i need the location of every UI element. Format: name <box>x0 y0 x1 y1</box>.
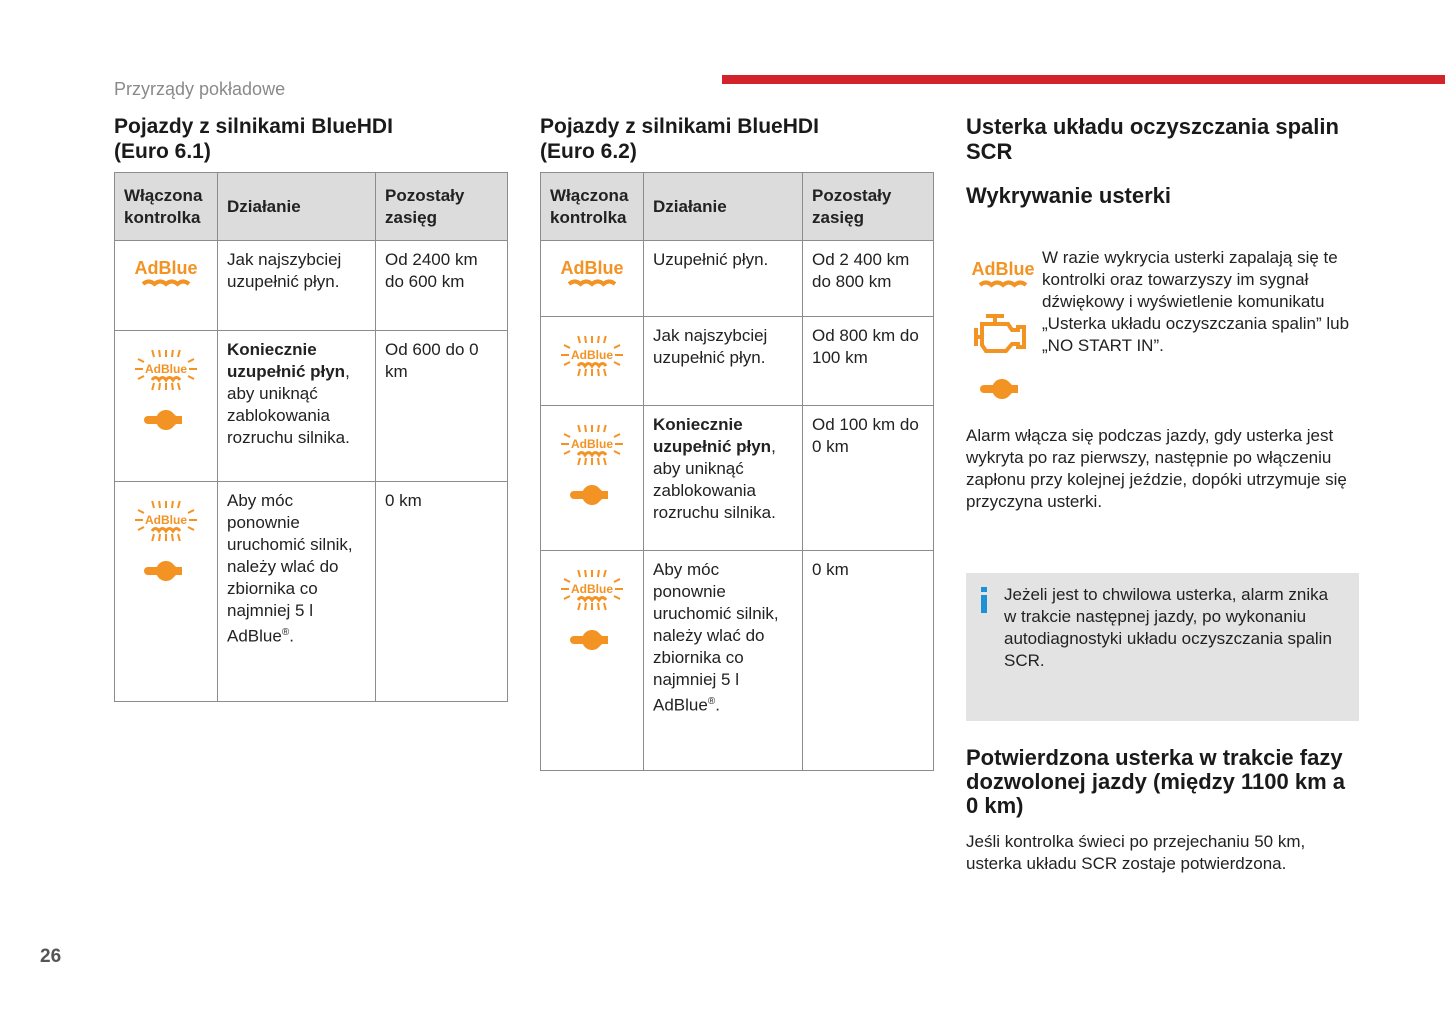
header-range: Pozostały zasięg <box>803 173 934 241</box>
adblue-flashing-icon <box>115 347 217 399</box>
detection-subtitle: Wykrywanie usterki <box>966 183 1172 208</box>
detection-text: W razie wykrycia usterki zapalają się te kontrolki oraz towarzyszy im sygnał dźwiękowy i wyświetlenie komunikatu „Usterka układu oczyszczania spalin” lub „NO START IN”. <box>1042 248 1350 355</box>
range-cell: Od 2 400 km do 800 km <box>803 241 934 317</box>
section-title: Przyrządy pokładowe <box>114 79 286 99</box>
table2-title: Pojazdy z silnikami BlueHDI (Euro 6.2) <box>540 115 819 163</box>
info-note <box>966 573 1359 721</box>
action-end: . <box>289 626 294 646</box>
svg-text:AdBlue: AdBlue <box>972 259 1034 279</box>
action-cell <box>218 482 376 702</box>
adblue-icon <box>972 258 1034 297</box>
range-cell: Od 100 km do 0 km <box>803 406 934 551</box>
action-cell: Uzupełnić płyn. <box>644 241 803 317</box>
header-indicator: Włączona kontrolka <box>541 173 644 241</box>
table-row <box>541 241 934 317</box>
table-row <box>115 331 508 482</box>
table-row <box>115 241 508 331</box>
svg-text:AdBlue: AdBlue <box>571 437 613 451</box>
adblue-flashing-icon <box>541 567 643 619</box>
svg-text:AdBlue: AdBlue <box>135 258 197 278</box>
scr-fault-title: Usterka układu oczyszczania spalin SCR <box>966 114 1339 164</box>
action-text: , aby uniknąć zablokowania rozruchu silnika. <box>653 437 776 522</box>
svg-text:AdBlue: AdBlue <box>561 258 623 278</box>
table-row <box>541 551 934 771</box>
table1-title: Pojazdy z silnikami BlueHDI (Euro 6.1) <box>114 115 393 163</box>
table-euro62 <box>540 172 934 771</box>
range-cell: Od 600 do 0 km <box>376 331 508 482</box>
wrench-icon <box>541 629 643 657</box>
header-indicator: Włączona kontrolka <box>115 173 218 241</box>
action-text: Aby móc ponownie uruchomić silnik, należy wlać do zbiornika co najmniej 5 l AdBlue <box>227 491 353 646</box>
header-range: Pozostały zasięg <box>376 173 508 241</box>
action-cell <box>644 406 803 551</box>
table-row <box>541 406 934 551</box>
range-cell: Od 800 km do 100 km <box>803 317 934 406</box>
note-text: Jeżeli jest to chwilowa usterka, alarm znika w trakcie następnej jazdy, po wykonaniu autodiagnostyki układu oczyszczania spalin SCR. <box>1004 585 1332 670</box>
wrench-icon <box>115 560 217 588</box>
confirmed-text: Jeśli kontrolka świeci po przejechaniu 50 km, usterka układu SCR zostaje potwierdzona. <box>966 832 1306 873</box>
range-cell: 0 km <box>376 482 508 702</box>
info-icon <box>979 587 989 613</box>
wrench-icon <box>115 409 217 437</box>
alarm-text: Alarm włącza się podczas jazdy, gdy usterka jest wykryta po raz pierwszy, następnie po włączeniu zapłonu przy kolejnej jeździe, dopóki utrzymuje się przyczyna usterki. <box>966 426 1347 511</box>
adblue-icon <box>541 257 643 297</box>
action-cell: Jak najszybciej uzupełnić płyn. <box>218 241 376 331</box>
wrench-icon <box>978 378 1026 405</box>
table-euro61 <box>114 172 508 702</box>
action-bold: Koniecznie uzupełnić płyn <box>653 415 772 456</box>
table-row <box>115 482 508 702</box>
adblue-icon <box>115 257 217 297</box>
svg-text:AdBlue: AdBlue <box>571 582 613 596</box>
adblue-flashing-icon <box>115 498 217 550</box>
engine-icon <box>972 312 1032 361</box>
range-cell: Od 2400 km do 600 km <box>376 241 508 331</box>
registered-mark: ® <box>707 696 716 707</box>
action-text: Aby móc ponownie uruchomić silnik, należy wlać do zbiornika co najmniej 5 l AdBlue <box>653 560 779 715</box>
action-cell: Jak najszybciej uzupełnić płyn. <box>644 317 803 406</box>
action-cell <box>218 331 376 482</box>
confirmed-fault-title: Potwierdzona usterka w trakcie fazy dozwolonej jazdy (między 1100 km a 0 km) <box>966 745 1346 818</box>
action-end: . <box>715 695 720 715</box>
registered-mark: ® <box>281 627 290 638</box>
svg-text:AdBlue: AdBlue <box>571 348 613 362</box>
action-cell <box>644 551 803 771</box>
wrench-icon <box>541 484 643 512</box>
svg-text:AdBlue: AdBlue <box>145 362 187 376</box>
page-number: 26 <box>40 946 62 967</box>
section-bar <box>722 75 1445 84</box>
range-cell: 0 km <box>803 551 934 771</box>
svg-text:AdBlue: AdBlue <box>145 513 187 527</box>
action-bold: Koniecznie uzupełnić płyn <box>227 340 346 381</box>
table-row <box>541 317 934 406</box>
action-text: , aby uniknąć zablokowania rozruchu silnika. <box>227 362 350 447</box>
adblue-flashing-icon <box>541 333 643 385</box>
adblue-flashing-icon <box>541 422 643 474</box>
header-action: Działanie <box>218 173 376 241</box>
header-action: Działanie <box>644 173 803 241</box>
